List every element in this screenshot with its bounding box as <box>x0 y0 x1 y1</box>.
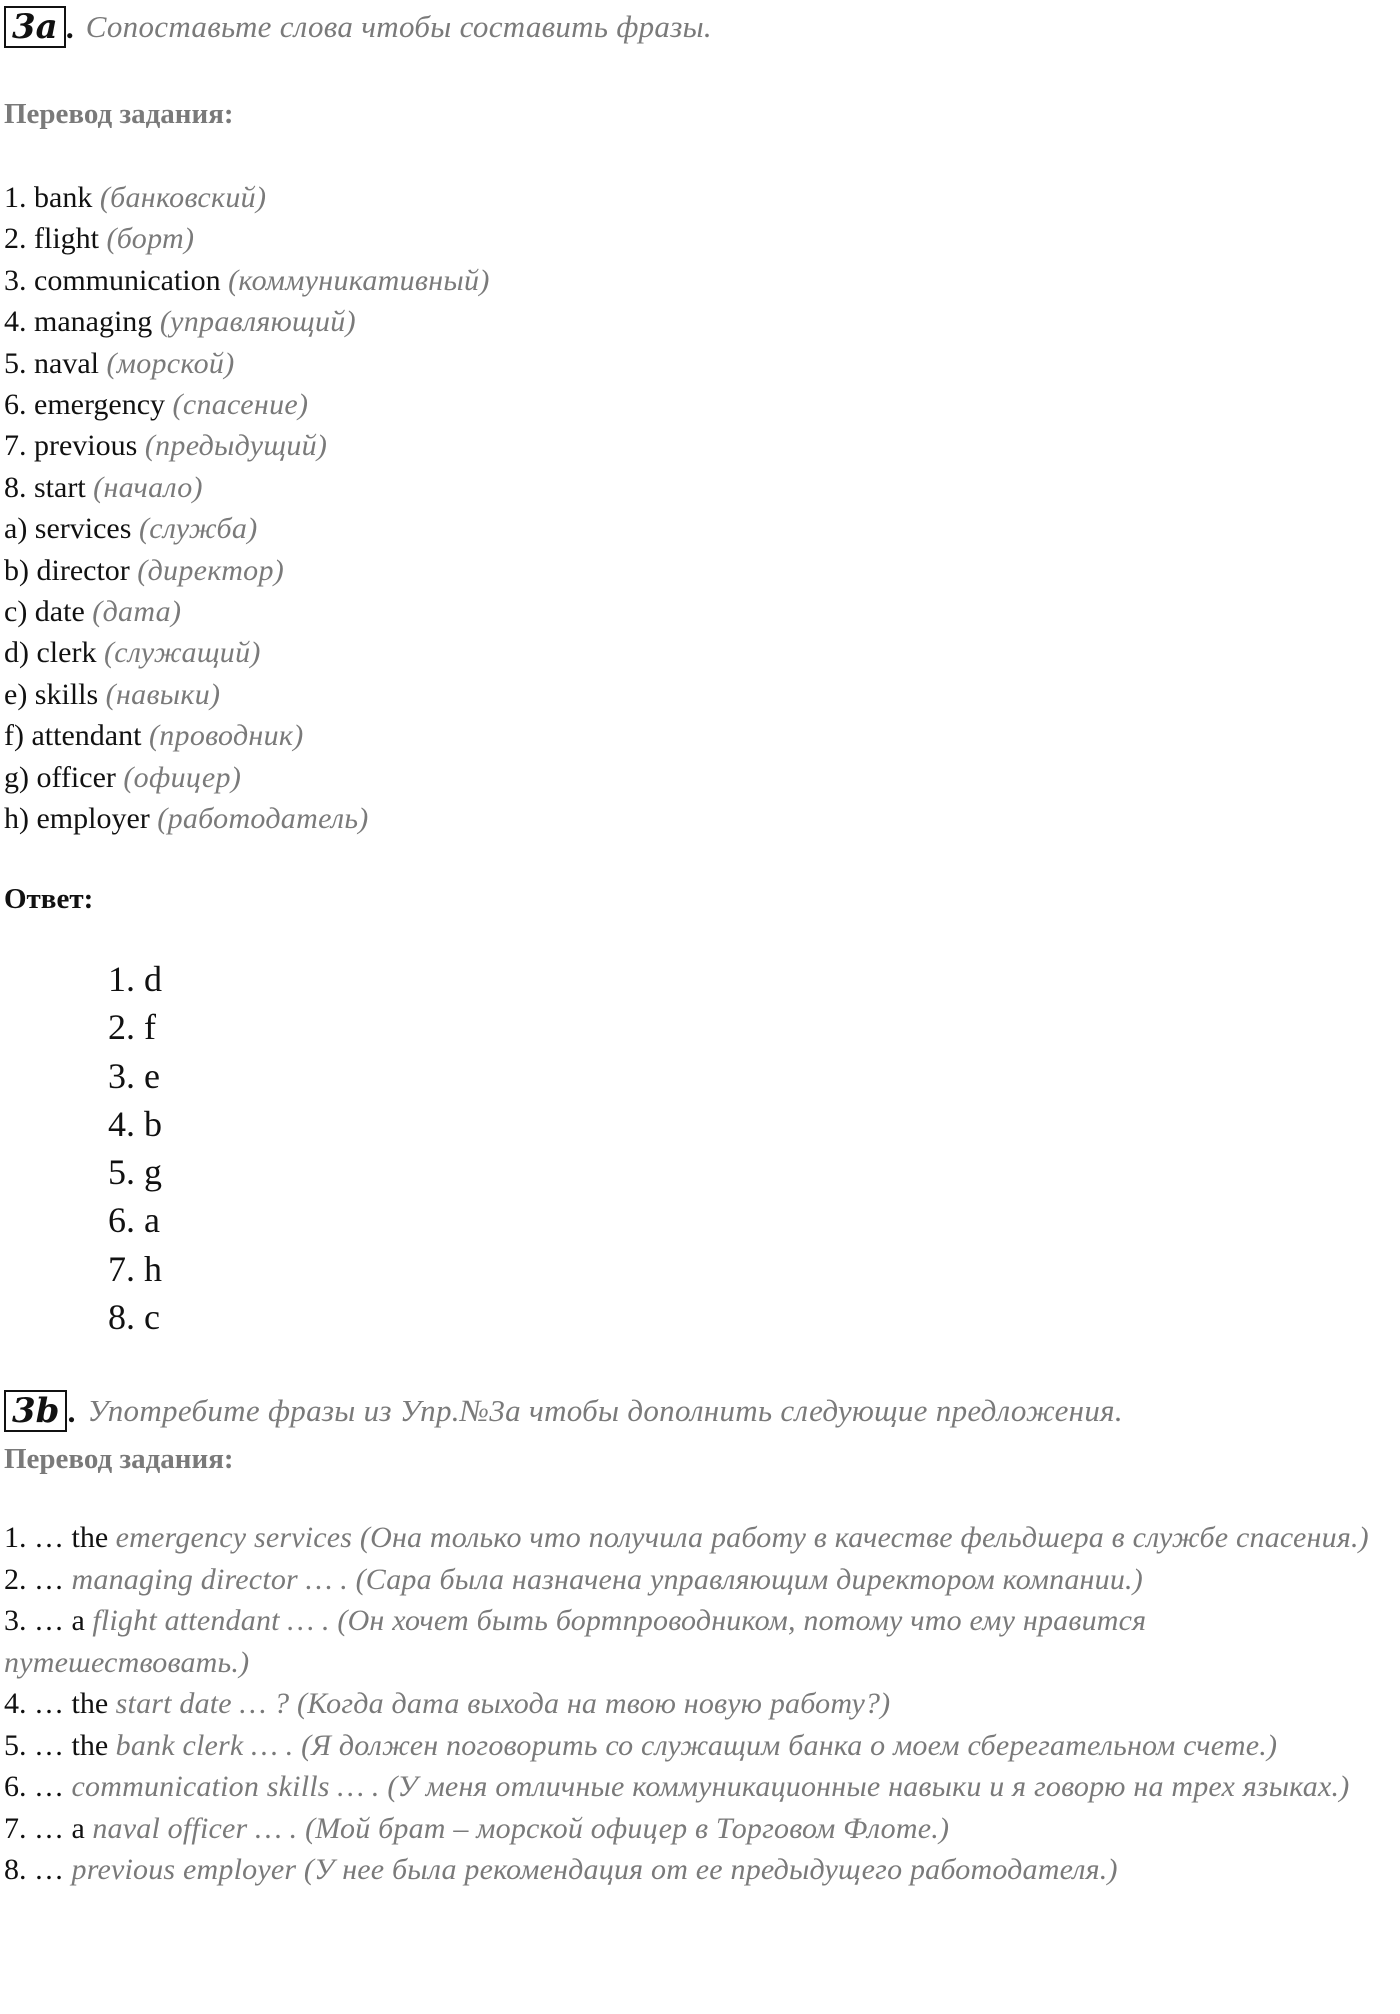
word: d) clerk <box>4 636 97 670</box>
sentence-item <box>4 1725 1396 1767</box>
sentence-translation: … . (Сара была назначена управляющим директором компании.) <box>297 1562 1143 1596</box>
word: a) services <box>4 512 132 546</box>
sentence-item <box>4 1683 1396 1725</box>
exercise-3a-word-list <box>4 177 490 840</box>
sentence-phrase: bank clerk <box>115 1728 244 1762</box>
sentence-translation: … . (У меня отличные коммуникационные навыки и я говорю на трех языках.) <box>329 1770 1350 1803</box>
word-item <box>4 425 490 466</box>
exercise-3b-badge-dot: . <box>67 1392 76 1429</box>
word-translation: (директор) <box>137 553 285 587</box>
sentence-translation: … . (Он хочет быть бортпроводником, потому что ему нравится путешествовать.) <box>4 1604 1147 1679</box>
word: e) skills <box>4 677 99 711</box>
word-item <box>4 343 490 384</box>
sentence-prefix: 2. … <box>4 1562 72 1596</box>
word-translation: (спасение) <box>172 388 309 422</box>
word: 7. previous <box>4 429 138 463</box>
word-translation: (коммуникативный) <box>228 263 490 297</box>
answer-item: 7. h <box>108 1248 162 1289</box>
word-translation: (начало) <box>93 470 203 504</box>
exercise-3b-badge: 3b <box>4 1390 67 1432</box>
exercise-3a-badge: 3a <box>4 6 66 48</box>
sentence-phrase: naval officer <box>92 1811 248 1845</box>
sentence-prefix: 5. … the <box>4 1728 116 1762</box>
word-item <box>4 218 490 259</box>
word-translation: (работодатель) <box>157 802 369 836</box>
sentence-prefix: 6. … <box>4 1770 72 1803</box>
word-item <box>4 591 490 632</box>
sentence-phrase: managing director <box>71 1562 298 1596</box>
exercise-3a-title: Сопоставьте слова чтобы составить фразы. <box>85 9 712 44</box>
exercise-3a-answer-heading: Ответ: <box>4 883 94 915</box>
sentence-item <box>4 1559 1396 1601</box>
sentence-phrase: flight attendant <box>92 1604 280 1637</box>
answer-item: 2. f <box>108 1007 156 1048</box>
word-item <box>4 260 490 301</box>
word-translation: (проводник) <box>148 719 304 753</box>
word-item <box>4 467 490 508</box>
word-item <box>4 757 490 798</box>
sentence-translation: … ? (Когда дата выхода на твою новую работу?) <box>231 1687 891 1720</box>
answer-item: 3. e <box>108 1055 160 1096</box>
exercise-3b-header <box>4 1390 1123 1432</box>
word-item <box>4 508 490 549</box>
word-item <box>4 715 490 756</box>
word-translation: (офицер) <box>123 760 242 794</box>
word-translation: (управляющий) <box>159 305 356 339</box>
word: 3. communication <box>4 263 221 297</box>
word: g) officer <box>4 760 116 794</box>
sentence-prefix: 4. … the <box>4 1687 116 1720</box>
word-translation: (дата) <box>92 595 182 629</box>
word-translation: (навыки) <box>105 677 221 711</box>
word-item <box>4 301 490 342</box>
word: h) employer <box>4 802 150 836</box>
word: 1. bank <box>4 181 93 214</box>
word: c) date <box>4 595 85 629</box>
word-translation: (морской) <box>106 346 235 380</box>
sentence-item <box>4 1600 1396 1683</box>
sentence-item <box>4 1849 1396 1891</box>
word-translation: (борт) <box>106 222 195 256</box>
word: 4. managing <box>4 305 153 339</box>
word-translation: (банковский) <box>99 181 267 214</box>
exercise-3a-answer-list <box>108 955 162 1341</box>
word-item <box>4 674 490 715</box>
word-item <box>4 632 490 673</box>
sentence-phrase: previous employer <box>71 1853 297 1886</box>
sentence-item <box>4 1766 1396 1808</box>
sentence-phrase: emergency services <box>115 1521 353 1554</box>
exercise-3a-translation-heading: Перевод задания: <box>4 98 234 130</box>
word: 5. naval <box>4 346 99 380</box>
sentence-phrase: communication skills <box>71 1770 330 1803</box>
sentence-prefix: 3. … a <box>4 1604 93 1637</box>
word: 6. emergency <box>4 388 166 422</box>
answer-item: 6. a <box>108 1200 160 1241</box>
answer-item: 4. b <box>108 1103 162 1144</box>
word-translation: (служба) <box>138 512 258 546</box>
answer-item: 5. g <box>108 1152 162 1193</box>
word: f) attendant <box>4 719 142 753</box>
word: 8. start <box>4 470 86 504</box>
word-item <box>4 177 490 218</box>
exercise-3b-title: Употребите фразы из Упр.№3a чтобы дополнить следующие предложения. <box>87 1393 1123 1428</box>
answer-item: 1. d <box>108 959 162 999</box>
sentence-prefix: 8. … <box>4 1853 72 1886</box>
word: 2. flight <box>4 222 99 256</box>
word-item <box>4 550 490 591</box>
word-item <box>4 384 490 425</box>
sentence-translation: (У нее была рекомендация от ее предыдущего работодателя.) <box>296 1853 1118 1886</box>
word: b) director <box>4 553 130 587</box>
sentence-prefix: 1. … the <box>4 1521 116 1554</box>
sentence-item <box>4 1517 1396 1559</box>
sentence-item <box>4 1808 1396 1850</box>
exercise-3a-badge-dot: . <box>65 8 74 45</box>
word-translation: (служащий) <box>103 636 261 670</box>
exercise-3b-translation-heading: Перевод задания: <box>4 1443 234 1475</box>
sentence-phrase: start date <box>115 1687 232 1720</box>
word-translation: (предыдущий) <box>144 429 328 463</box>
answer-item: 8. c <box>108 1297 160 1338</box>
sentence-prefix: 7. … a <box>4 1811 93 1845</box>
sentence-translation: … . (Мой брат – морской офицер в Торговом Флоте.) <box>247 1811 950 1845</box>
exercise-3a-header <box>4 6 712 48</box>
word-item <box>4 798 490 839</box>
sentence-translation: (Она только что получила работу в качестве фельдшера в службе спасения.) <box>352 1521 1369 1554</box>
sentence-translation: … . (Я должен поговорить со служащим банка о моем сберегательном счете.) <box>243 1728 1278 1762</box>
exercise-3b-sentence-list <box>4 1517 1396 1891</box>
